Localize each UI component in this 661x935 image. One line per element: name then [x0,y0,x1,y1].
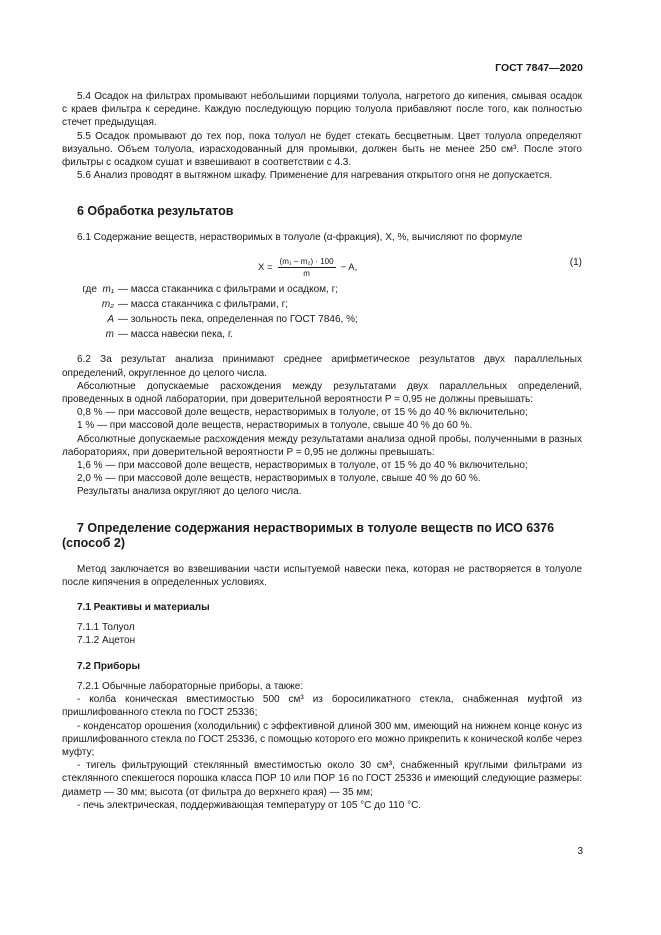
variable-symbol: где m₁ [82,283,114,295]
variable-row [62,313,582,326]
formula-1 [62,251,582,277]
paragraph-6-2-limit-3: 1,6 % — при массовой доле веществ, нерастворимых в толуоле, от 15 % до 40 % включительно; [77,460,528,472]
section-6-title: 6 Обработка результатов [77,204,234,219]
list-item: - тигель фильтрующий стеклянный вместимостью около 30 см³, снабженный круглыми фильтрами из стеклянного спекшегося порошка класса ПОР 10 или ПОР 16 по ГОСТ 25336 и имеющий следующие размеры: диаметр — 30 мм; высота (от фильтра до верхнего края) — 35 мм; [62,760,582,798]
where-word: где [82,283,97,295]
document-header: ГОСТ 7847—2020 [495,62,583,74]
page-number: 3 [577,846,583,857]
formula-numerator: (m₁ − m₂) · 100 [279,256,334,266]
paragraph-5-5: 5.5 Осадок промывают до тех пор, пока толуол не будет стекать бесцветным. Цвет толуола определяют визуально. Объем толуола, израсходованный для промывки, должен быть не менее 250 см³. После этого фильтры с осадком сушат и взвешивают в соответствии с 4.3. [62,130,582,169]
list-item: - конденсатор орошения (холодильник) с эффективной длиной 300 мм, имеющий на нижнем конце конус из пришлифованного стекла по ГОСТ 25336, с помощью которого его можно прикрепить к конической колбе через муфту; [62,720,583,758]
variable-row [62,298,582,311]
variable-row [62,328,582,341]
paragraph-6-2-repeatability: Абсолютные допускаемые расхождения между результатами двух параллельных определений, проведенных в одной лаборатории, при доверительной вероятности P = 0,95 не должны превышать: [62,380,582,406]
paragraph-6-2-reproducibility: Абсолютные допускаемые расхождения между результатами анализа одной пробы, полученными в разных лабораториях, при доверительной вероятности P = 0,95 не должны превышать: [62,433,582,458]
paragraph-5-4: 5.4 Осадок на фильтрах промывают небольшими порциями толуола, нагретого до кипения, смывая осадок с краев фильтра к середине. Каждую последующую порцию толуола прибавляют после того, как полностью стечет предыдущая. [62,91,582,129]
variable-symbol: m₂ [101,298,114,310]
section-7-2-title: 7.2 Приборы [77,660,141,672]
paragraph-7-1-2: 7.1.2 Ацетон [77,635,136,647]
section-7-title: 7 Определение содержания нерастворимых в толуоле веществ по ИСО 6376 (способ 2) [62,520,555,550]
formula-number: (1) [569,256,582,268]
variable-symbol: m [105,329,114,341]
paragraph-5-6: 5.6 Анализ проводят в вытяжном шкафу. Применение для нагревания открытого огня не допускается. [77,170,553,182]
formula-rhs: − A, [340,261,358,273]
variable-row [62,283,582,296]
formula-expression [258,257,357,278]
paragraph-6-2-limit-2: 1 % — при массовой доле веществ, нерастворимых в толуоле, свыше 40 % до 60 %. [77,420,473,432]
formula-denominator: m [303,268,310,278]
paragraph-7-2-1: 7.2.1 Обычные лабораторные приборы, а также: [77,680,304,692]
paragraph-6-2: 6.2 За результат анализа принимают среднее арифметическое результатов двух параллельных определений, округленное до целого числа. [62,354,582,379]
section-7-1-title: 7.1 Реактивы и материалы [77,602,210,614]
variable-description: — масса стаканчика с фильтрами и осадком, г; [118,283,339,295]
variable-description: — масса навески пека, г. [118,329,234,341]
formula-lhs: X = [258,261,273,273]
paragraph-6-1: 6.1 Содержание веществ, нерастворимых в толуоле (α-фракция), X, %, вычисляют по формуле [77,232,523,244]
variable-description: — масса стаканчика с фильтрами, г; [118,298,288,310]
paragraph-6-2-limit-1: 0,8 % — при массовой доле веществ, нерастворимых в толуоле, от 15 % до 40 % включительно; [77,407,528,419]
variable-description: — зольность пека, определенная по ГОСТ 7846, %; [118,314,358,326]
variable-symbol: A [107,314,114,326]
list-item: - печь электрическая, поддерживающая температуру от 105 °С до 110 °С. [77,799,422,811]
paragraph-7-1-1: 7.1.1 Толуол [77,622,135,634]
document-body [62,90,582,812]
paragraph-7: Метод заключается во взвешивании части испытуемой навески пека, которая не растворяется в толуоле после кипячения в определенных условиях. [62,563,582,588]
list-item: - колба коническая вместимостью 500 см³ из боросиликатного стекла, снабженная муфтой из пришлифованного стекла по ГОСТ 25336; [62,694,582,719]
paragraph-6-2-limit-4: 2,0 % — при массовой доле веществ, нерастворимых в толуоле, свыше 40 % до 60 %. [77,473,481,485]
paragraph-6-2-rounding: Результаты анализа округляют до целого числа. [77,486,302,498]
formula-fraction [278,257,336,278]
